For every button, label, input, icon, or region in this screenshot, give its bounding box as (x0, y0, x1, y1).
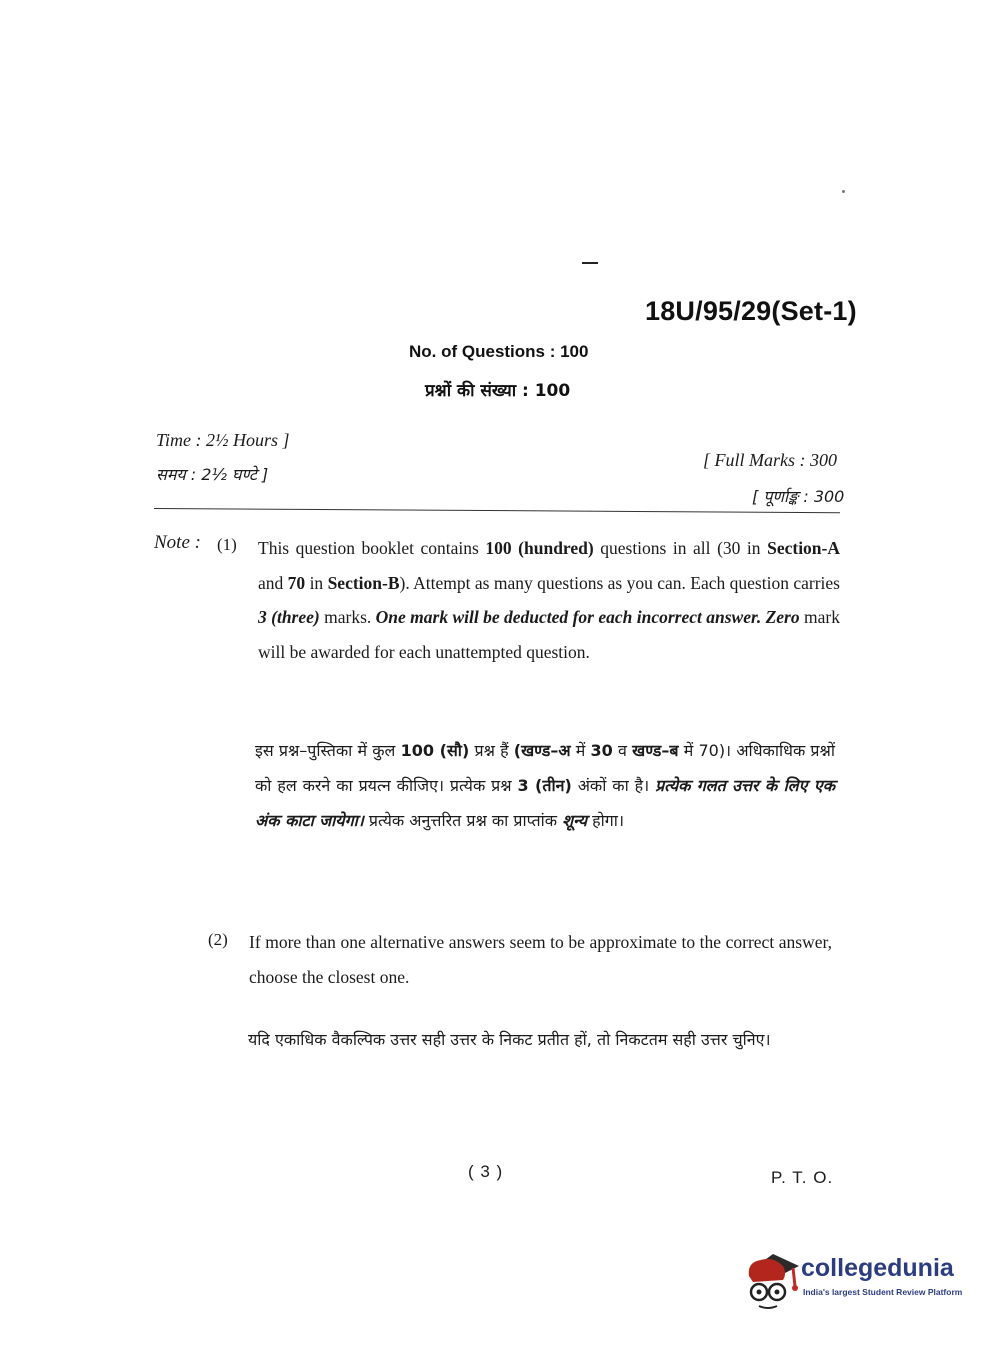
collegedunia-watermark (743, 1248, 973, 1318)
collegedunia-mascot-icon (743, 1248, 801, 1312)
scan-speck (842, 190, 845, 193)
note-item-1-english: This question booklet contains 100 (hundred) questions in all (30 in Section-A and 70 in Section-B). Attempt as many questions as you can. Each question carries 3 (three) marks. One mark will be deducted for each incorrect answer. Zero mark will be awarded for each unattempted question. (258, 538, 840, 662)
pto-label: P. T. O. (771, 1168, 834, 1187)
note-item-2-english: If more than one alternative answers seem to be approximate to the correct answer, choose the closest one. (249, 932, 832, 987)
full-marks-english: [ Full Marks : 300 (703, 450, 837, 470)
time-hindi: समय : 2½ घण्टे ] (156, 465, 269, 484)
note-item-2-number: (2) (208, 930, 228, 949)
note-label: Note : (154, 532, 201, 553)
question-count-hindi: प्रश्नों की संख्या : 100 (425, 381, 571, 401)
scan-mark (582, 262, 598, 264)
full-marks-hindi: [ पूर्णाङ्क : 300 (752, 487, 845, 506)
note-item-2-hindi: यदि एकाधिक वैकल्पिक उत्तर सही उत्तर के निकट प्रतीत हों, तो निकटतम सही उत्तर चुनिए। (248, 1030, 771, 1049)
note-item-1-number: (1) (217, 535, 237, 554)
note-item-1-hindi: इस प्रश्न–पुस्तिका में कुल 100 (सौ) प्रश्न हैं (खण्ड–अ में 30 व खण्ड–ब में 70)। अधिकाधिक प्रश्नों को हल करने का प्रयत्न कीजिए। प्रत्येक प्रश्न 3 (तीन) अंकों का है। प्रत्येक गलत उत्तर के लिए एक अंक काटा जायेगा। प्रत्येक अनुत्तरित प्रश्न का प्राप्तांक शून्य होगा। (255, 741, 835, 830)
header-divider (154, 508, 840, 513)
brand-name: collegedunia (801, 1254, 954, 1282)
question-count-english: No. of Questions : 100 (409, 342, 589, 361)
time-english: Time : 2½ Hours ] (156, 430, 290, 450)
paper-code: 18U/95/29(Set-1) (645, 296, 857, 326)
page-number: ( 3 ) (468, 1162, 504, 1181)
brand-tagline: India's largest Student Review Platform (803, 1287, 963, 1297)
